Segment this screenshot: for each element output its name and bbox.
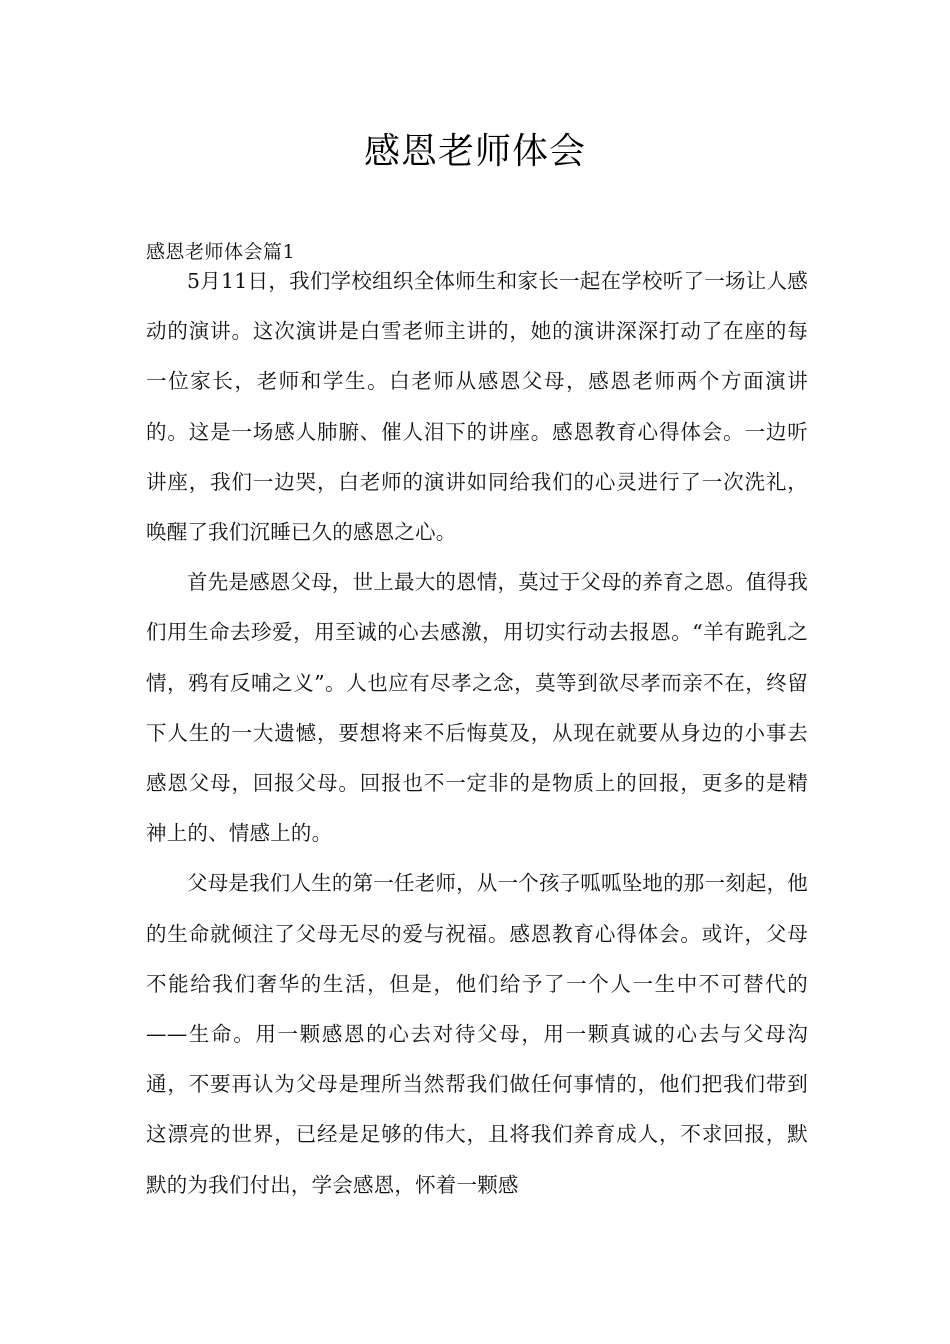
- section-heading: 感恩老师体会篇1: [146, 241, 296, 263]
- document-body: [146, 256, 808, 1210]
- document-title: 感恩老师体会: [363, 131, 586, 172]
- paragraph-1: 5月11日，我们学校组织全体师生和家长一起在学校听了一场让人感动的演讲。这次演讲是白雪老师主讲的，她的演讲深深打动了在座的每一位家长，老师和学生。白老师从感恩父母，感恩老师两个方面演讲的。这是一场感人肺腑、催人泪下的讲座。感恩教育心得体会。一边听讲座，我们一边哭，白老师的演讲如同给我们的心灵进行了一次洗礼，唤醒了我们沉睡已久的感恩之心。: [146, 269, 808, 545]
- paragraph-3: 父母是我们人生的第一任老师，从一个孩子呱呱坠地的那一刻起，他的生命就倾注了父母无尽的爱与祝福。感恩教育心得体会。或许，父母不能给我们奢华的生活，但是，他们给予了一个人一生中不可替代的——生命。用一颗感恩的心去对待父母，用一颗真诚的心去与父母沟通，不要再认为父母是理所当然帮我们做任何事情的，他们把我们带到这漂亮的世界，已经是足够的伟大，且将我们养育成人，不求回报，默默的为我们付出，学会感恩，怀着一颗感: [146, 871, 808, 1197]
- paragraph-2: 首先是感恩父母，世上最大的恩情，莫过于父母的养育之恩。值得我们用生命去珍爱，用至诚的心去感激，用切实行动去报恩。“羊有跪乳之情，鸦有反哺之义”。人也应有尽孝之念，莫等到欲尽孝而亲不在，终留下人生的一大遗憾，要想将来不后悔莫及，从现在就要从身边的小事去感恩父母，回报父母。回报也不一定非的是物质上的回报，更多的是精神上的、情感上的。: [146, 570, 808, 846]
